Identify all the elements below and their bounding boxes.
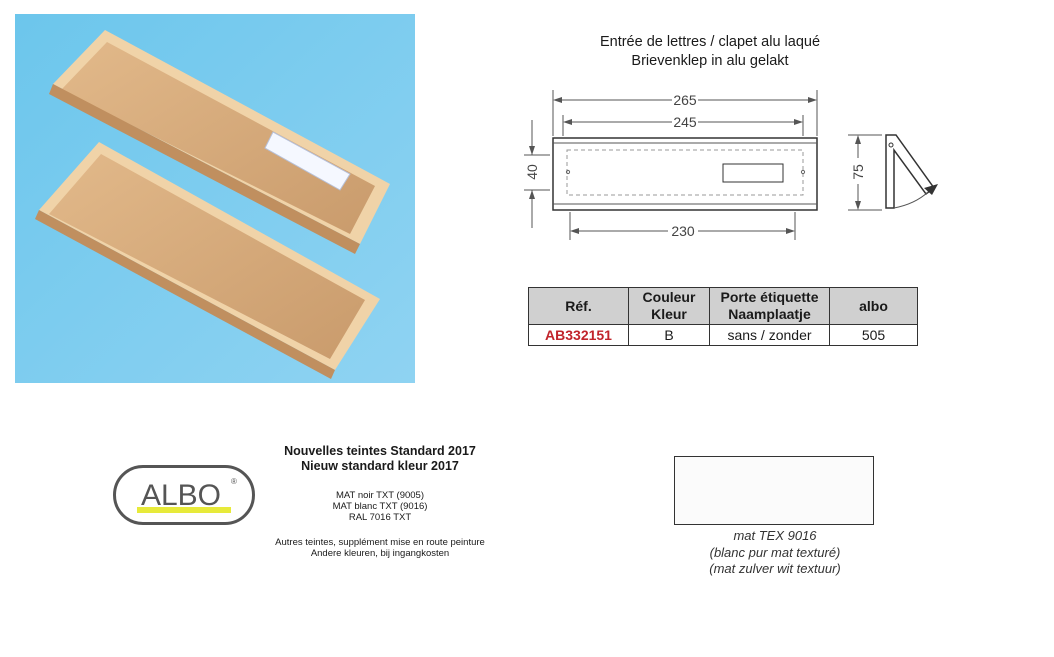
header-albo: albo	[830, 288, 918, 325]
logo-mark: ®	[231, 477, 237, 486]
dim-245: 245	[673, 114, 697, 130]
standard-title-nl: Nieuw standard kleur 2017	[301, 459, 459, 473]
list-item: MAT noir TXT (9005)	[336, 490, 424, 501]
product-photo	[15, 14, 415, 383]
table-row	[529, 325, 918, 346]
color-swatch	[674, 456, 874, 525]
product-title	[560, 33, 860, 71]
header-ref: Réf.	[529, 288, 629, 325]
dim-40: 40	[524, 164, 540, 180]
standard-colors-list	[230, 490, 530, 523]
list-item: MAT blanc TXT (9016)	[332, 501, 428, 512]
logo-text: ALBO	[140, 479, 222, 512]
title-fr: Entrée de lettres / clapet alu laqué	[599, 34, 821, 50]
cell-ref: AB332151	[529, 325, 629, 346]
table-header-row	[529, 288, 918, 325]
header-label-holder: Porte étiquette Naamplaatje	[710, 288, 830, 325]
standard-colors-note	[230, 537, 530, 559]
standard-title-fr: Nouvelles teintes Standard 2017	[284, 444, 476, 458]
swatch-caption-fr: (blanc pur mat texturé)	[709, 544, 841, 560]
dim-75: 75	[850, 164, 866, 180]
swatch-caption	[650, 528, 900, 578]
label-window	[723, 164, 783, 182]
technical-drawing	[510, 80, 960, 250]
cell-color: B	[629, 325, 710, 346]
dim-230: 230	[671, 223, 695, 239]
cell-albo: 505	[830, 325, 918, 346]
front-view-outline	[553, 138, 817, 210]
cell-label-holder: sans / zonder	[710, 325, 830, 346]
dim-265: 265	[673, 92, 697, 108]
note-fr: Autres teintes, supplément mise en route peinture	[275, 537, 485, 548]
header-color: Couleur Kleur	[629, 288, 710, 325]
swatch-caption-name: mat TEX 9016	[733, 528, 817, 543]
standard-colors-block	[230, 444, 530, 559]
title-nl: Brievenklep in alu gelakt	[631, 53, 789, 69]
spec-table	[528, 287, 918, 346]
note-nl: Andere kleuren, bij ingangkosten	[310, 548, 450, 559]
list-item: RAL 7016 TXT	[348, 512, 412, 523]
swatch-caption-nl: (mat zulver wit textuur)	[709, 561, 841, 576]
